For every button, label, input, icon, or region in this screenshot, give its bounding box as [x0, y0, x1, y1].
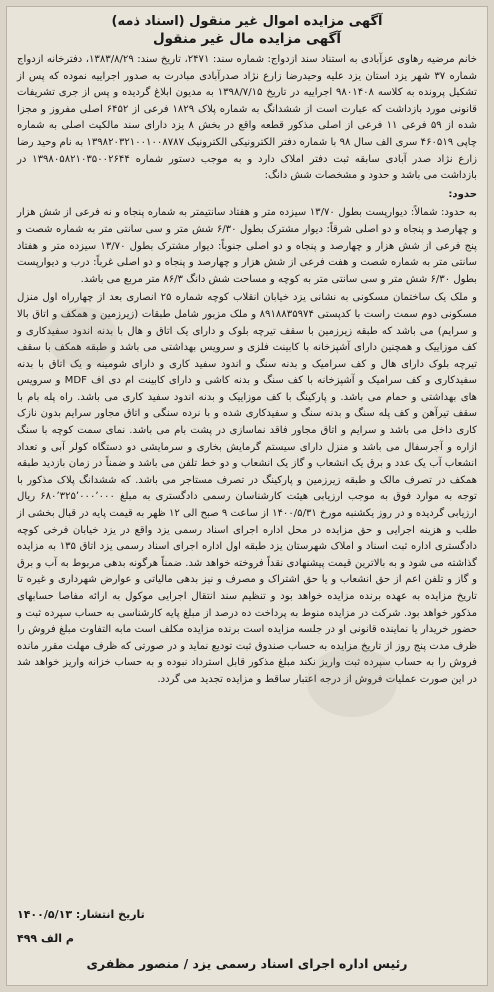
notice-subtitle: آگهی مزایده مال غیر منقول — [152, 31, 342, 47]
paper-stain — [47, 307, 117, 367]
newspaper-notice — [6, 6, 488, 986]
boundaries-paragraph: به حدود: شمالاً: دیوارپست بطول ۱۳/۷۰ سیزده متر و هفتاد سانتیمتر به شماره پنجاه و نه فرعی از شش هزار و چهارصد و پنجاه و دو اصلی شرقاً: دیوار مشترک بطول ۶/۳۰ شش متر و سی سانتی متر به شماره شصت و پنج فرعی از شش هزار و چهارصد و پنجاه و دو اصلی جنوباً: دیوار مشترک بطول ۱۳/۷۰ سیزده متر و هفتاد سانتی متر به شماره شصت و هفت فرعی از شش هزار و چهارصد و پنجاه و دو اصلی غرباً: درب و دیوارپست بطول ۶/۳۰ شش متر و سی سانتی متر به کوچه و مساحت شش دانگ ۸۶/۳ متر مربع می باشد. — [17, 207, 477, 285]
publish-date-row — [17, 908, 477, 921]
intro-paragraph: خانم مرضیه رهاوی عزآبادی به استناد سند ازدواج: شماره سند: ۲۴۷۱، تاریخ سند: ۱۳۸۳/۸/۲۹، دفترخانه ازدواج شماره ۳۷ شهر یزد استان یزد علیه وحیدرضا زارع نژاد صدرآبادی مبادرت به صدور اجراییه نموده که پس از تشکیل پرونده به کلاسه ۹۸۰۱۴۰۸ اجراییه در تاریخ ۱۳۹۸/۷/۱۵ به مدیون ابلاغ گردیده و پس از جری تشریفات قانونی مورد بازداشت که عبارت است از ششدانگ به شماره پلاک ۱۸۲۹ فرعی از ۶۴۵۲ اصلی مفروز و مجزا شده از ۵۹ فرعی ۱۱ فرعی از اصلی مذکور قطعه واقع در بخش ۸ یزد دارای سند مالکیت اصلی به شماره چاپی ۴۶۰۵۱۹ سری الف سال ۹۸ با شماره دفتر الکترونیکی الکترونیک ۱۳۹۸۲۰۳۲۱۰۰۱۰۰۸۷۸۷ به نام وحید رضا زارع نژاد صدر آبادی سابقه ثبت دفتر املاک دارد و به موجب دستور شماره ۱۳۹۸۰۵۸۲۱۰۳۵۰۰۲۶۴۴ در بازداشت می باشد و حدود و مشخصات شش دانگ: — [17, 54, 478, 182]
notice-title: آگهی مزایده اموال غیر منقول (اسناد ذمه) — [111, 14, 383, 29]
boundaries-label: حدود: — [448, 188, 477, 200]
notice-code: م الف ۴۹۹ — [17, 932, 74, 945]
publish-date: تاریخ انتشار: ۱۴۰۰/۵/۱۳ — [17, 908, 145, 921]
signature: رئیس اداره اجرای اسناد رسمی یزد / منصور مظفری — [86, 956, 408, 971]
paper-stain — [307, 647, 397, 717]
notice-body — [17, 52, 477, 689]
description-paragraph: و ملک یک ساختمان مسکونی به نشانی یزد خیابان انقلاب کوچه شماره ۲۵ انصاری بعد از چهارراه اول منزل مسکونی دوم سمت راست با کدپستی ۸۹۱۸۸۳۵۹۷۴ و ملک مزبور شامل طبقات (زیرزمین و همکف و اتاق بالا و سرایم) می باشد که طبقه زیرزمین با سقف تیرچه بلوک و دارای یک اتاق و هال با بدنه اندود سفیدکاری و کف موزاییک و همچنین دارای آشپزخانه با کابینت فلزی و سرویس بهداشتی می باشد و طبقه همکف با سقف تیرچه بلوک دارای هال و کف سرامیک و بدنه سنگ و اندود سفید کاری و دارای شومینه و یک اتاق با بدنه سفیدکاری و کف سرامیک و آشپزخانه با کف سنگ و بدنه کاشی و دارای کابینت ام دی اف MDF و سرویس های بهداشتی و حمام می باشد. و پارکینگ با کف موزاییک و بدنه اندود سفید کاری می باشد. راه پله بام با سقف تیرآهن و کف پله سنگ و بدنه سنگ و سفیدکاری شده و با نرده سنگی و اتاق مجاور سرایم بدون نازک کاری داخل می باشد و سرایم و اتاق مجاور فاقد نماسازی در پشت بام می باشد. نمای سمت کوچه با سنگ ازاره و آجرسفال می باشد و منزل دارای سیستم گرمایش بخاری و سرمایشی دو دستگاه کولر آبی و تعداد انشعاب آب یک عدد و برق یک انشعاب و گاز یک انشعاب و دو خط تلفن می باشد و ضمناً در زمان بازدید طبقه همکف در تصرف مالک و طبقه زیرزمین و پارکینگ در تصرف مستاجر می باشد. که ششدانگ پلاک مذکور با توجه به موارد فوق به موجب ارزیابی هیئت کارشناسان رسمی دادگستری به مبلغ ۶۸۰٬۳۲۵٬۰۰۰٬۰۰۰ ریال ارزیابی گردیده و در روز یکشنبه مورخ ۱۴۰۰/۵/۳۱ از ساعت ۹ صبح الی ۱۲ ظهر به قیمت پایه در قبال بخشی از طلب و هزینه اجرایی و حق مزایده در محل اداره اجرای اسناد رسمی یزد واقع در یزد خیابان فرخی کوچه دادگستری اداره ثبت اسناد و املاک شهرستان یزد طبقه اول اداره اجرای اسناد رسمی یزد اتاق ۱۳۵ به مزایده گذاشته می شود و به بالاترین قیمت پیشنهادی نقداً فروخته خواهد شد. ضمناً هرگونه بدهی مربوط به آب و برق و گاز و تلفن اعم از حق انشعاب و یا حق اشتراک و مصرف و نیز بدهی مالیاتی و عوارض شهرداری و غیره تا تاریخ مزایده به عهده برنده مزایده خواهد بود و تنظیم سند انتقال اجرایی موکول به ارائه مفاصا حسابهای مذکور خواهد بود. شرکت در مزایده منوط به پرداخت ده درصد از مبلغ پایه کارشناسی به حساب سپرده ثبت و حضور خریدار یا نماینده قانونی او در جلسه مزایده است برنده مزایده مکلف است مابه التفاوت مبلغ فروش را ظرف مدت پنج روز از تاریخ مزایده به حساب صندوق ثبت تودیع نماید و در صورتی که ظرف مهلت مقرر مانده فروش را به حساب سپرده ثبت واریز نکند مبلغ مذکور قابل استرداد نبوده و به حساب خزانه واریز خواهد شد در این صورت عملیات فروش از درجه اعتبار ساقط و مزایده تجدید می گردد. — [17, 292, 477, 685]
